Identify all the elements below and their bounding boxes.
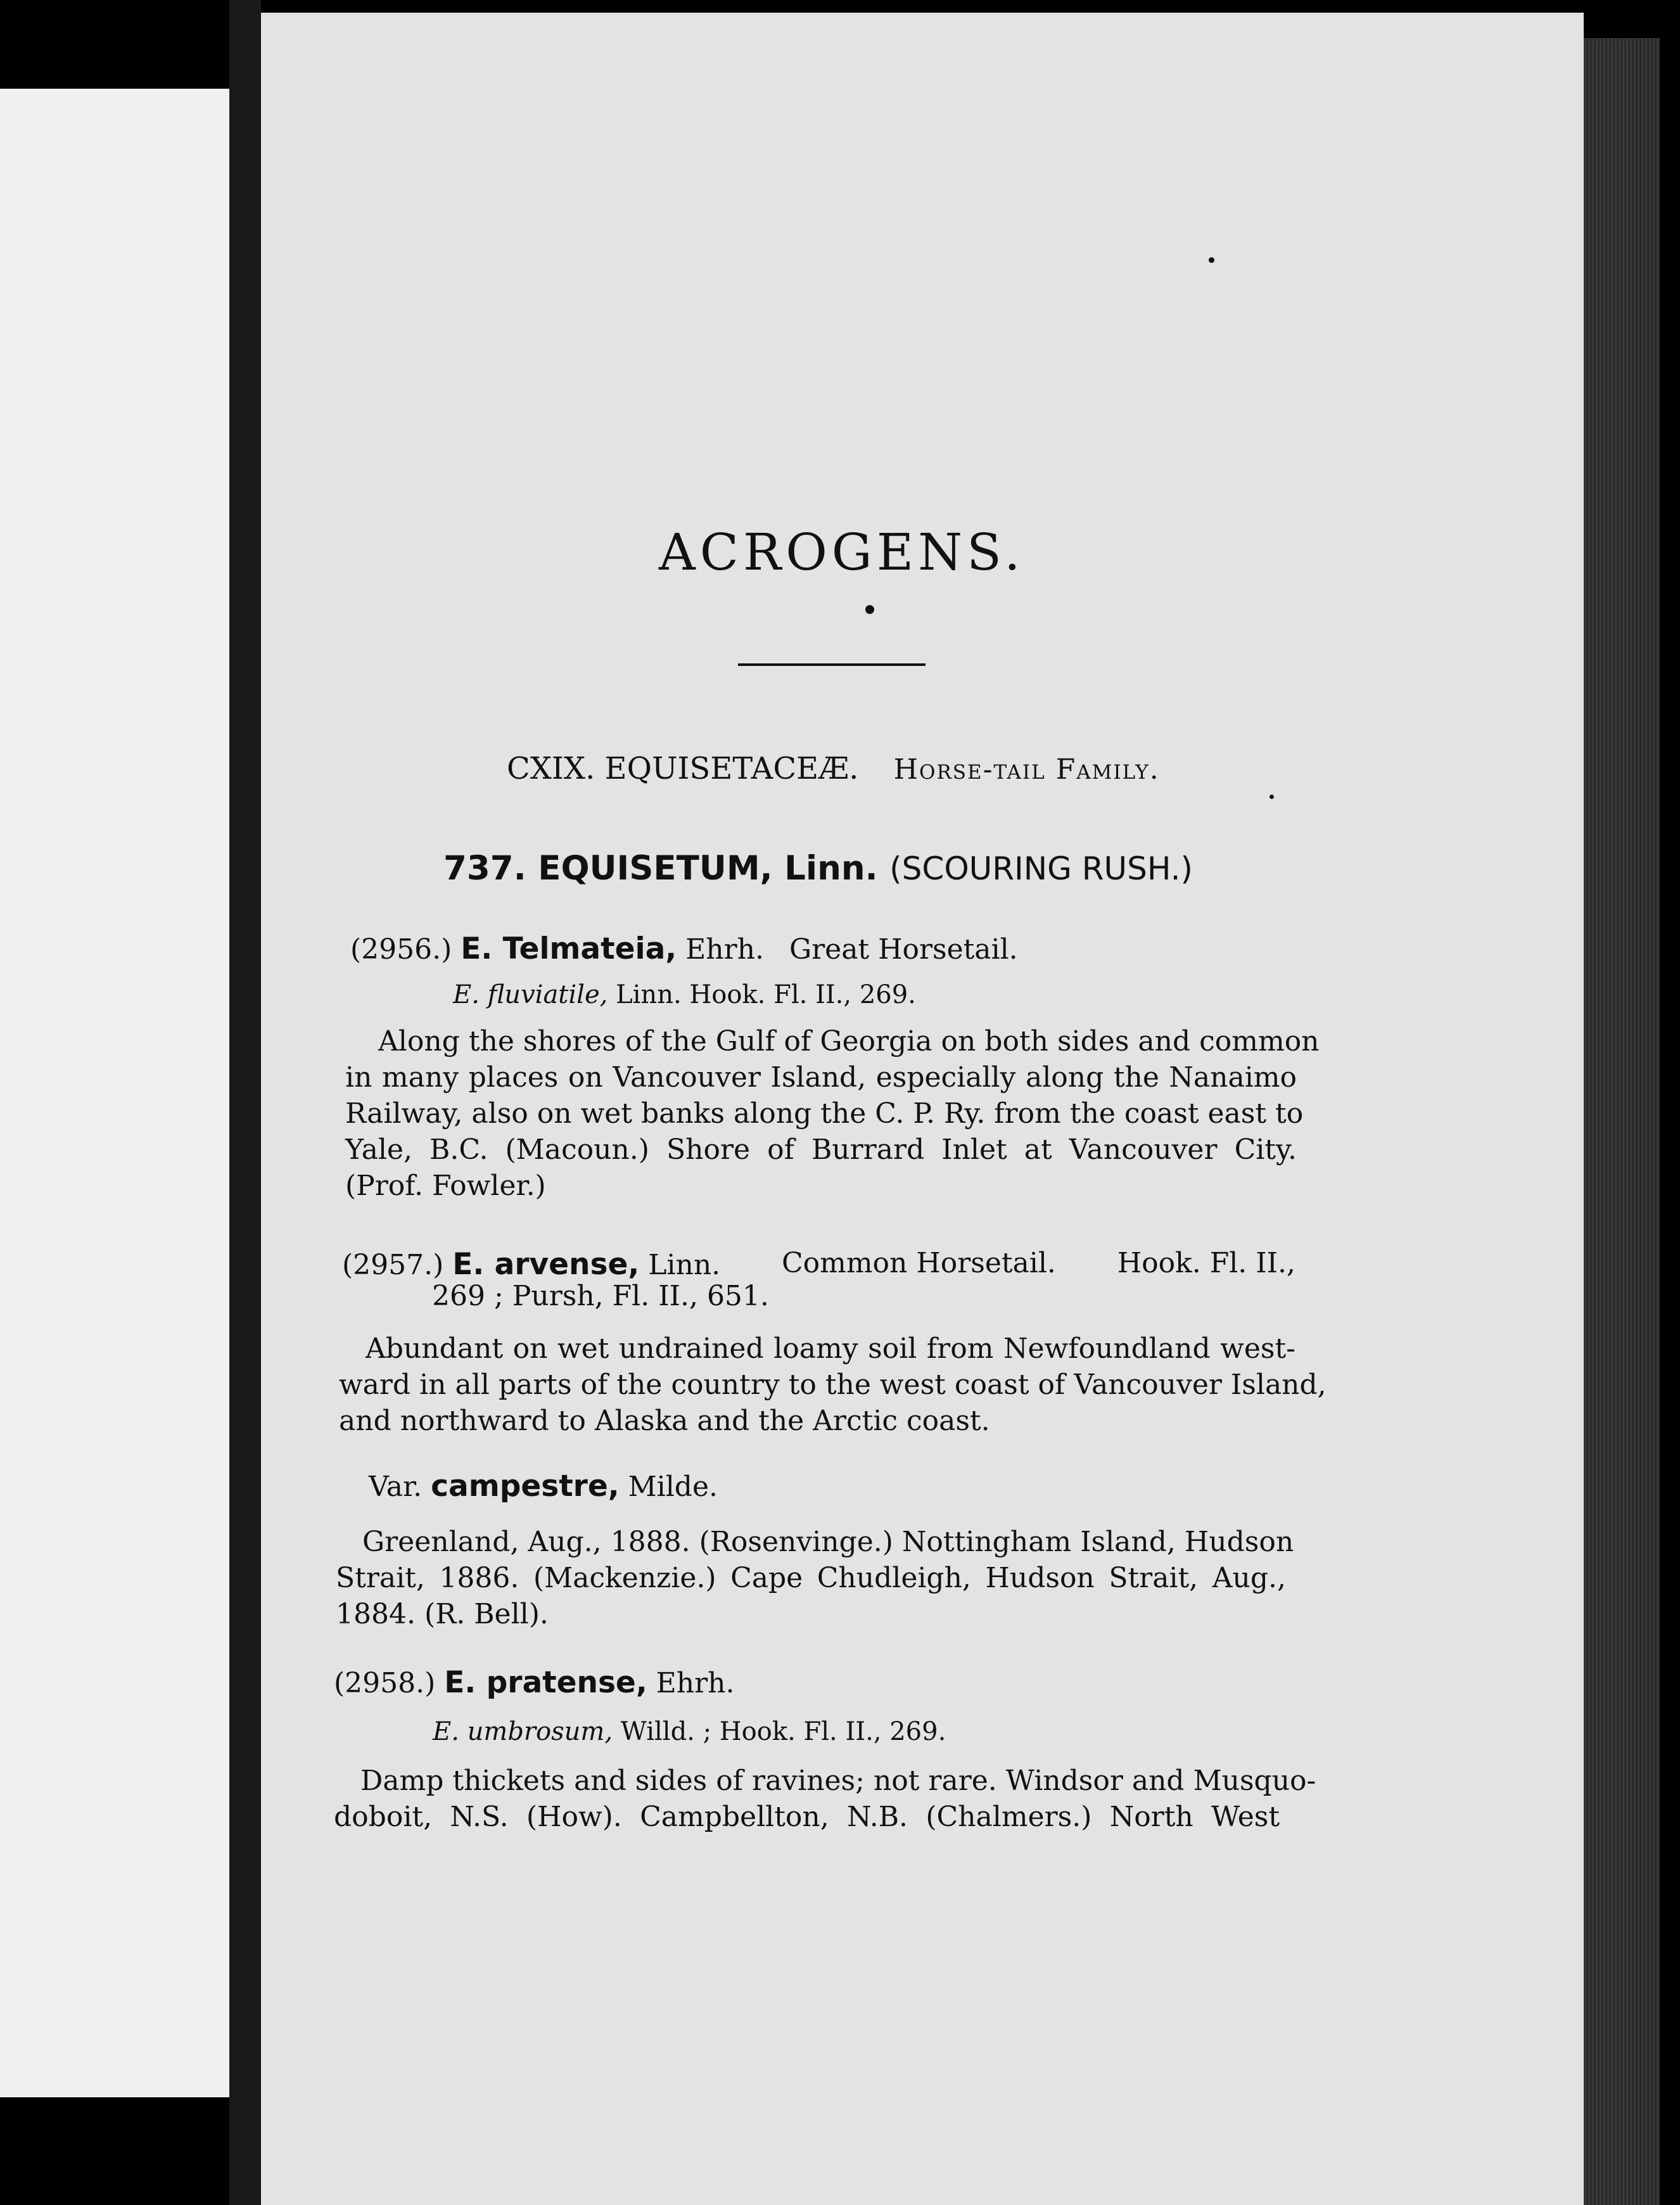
ink-speck [1209,257,1214,263]
text-line: in many places on Vancouver Island, especially along the Nanaimo [345,1061,1297,1094]
species-author: Ehrh. [656,1667,735,1699]
species-common-name: Common Horsetail. [781,1247,1056,1279]
gutter-shadow [229,0,261,2205]
page-edges [1584,38,1660,2205]
synonym-name: E. umbrosum, [433,1717,613,1746]
text-line: Damp thickets and sides of ravines; not rare. Windsor and Musquo- [360,1765,1316,1797]
species-author: Ehrh. [685,933,764,966]
species-description [334,1763,1316,1835]
species-reference: Hook. Fl. II., [1117,1247,1295,1279]
heading-rule [738,663,926,666]
synonym-line [453,980,916,1009]
text-line: Greenland, Aug., 1888. (Rosenvinge.) Nottingham Island, Hudson [362,1526,1294,1558]
species-heading [350,931,1018,966]
species-number: (2956.) [350,933,452,966]
text-line: Strait, 1886. (Mackenzie.) Cape Chudleigh, Hudson Strait, Aug., [336,1562,1286,1594]
species-reference-continued: 269 ; Pursh, Fl. II., 651. [432,1280,769,1312]
synonym-line [433,1717,946,1746]
ink-speck [1270,795,1274,799]
family-name: CXIX. EQUISETACEÆ. [507,751,859,786]
text-line: 1884. (R. Bell). [336,1598,549,1630]
synonym-name: E. fluviatile, [453,980,608,1009]
variety-description [336,1524,1294,1632]
text-line: Yale, B.C. (Macoun.) Shore of Burrard Inlet at Vancouver City. [345,1134,1297,1166]
species-heading [334,1665,735,1700]
family-heading [507,751,1160,786]
text-line: Railway, also on wet banks along the C. P. Ry. from the coast east to [345,1097,1304,1130]
species-name: E. pratense, [444,1665,647,1700]
variety-prefix: Var. [369,1471,423,1503]
genus-name: EQUISETUM, [538,849,773,888]
family-common-name: Horse-tail Family. [893,753,1160,786]
facing-page [0,89,229,2097]
species-name: E. Telmateia, [461,931,677,966]
text-line: and northward to Alaska and the Arctic coast. [339,1405,990,1437]
variety-heading [369,1469,718,1504]
species-author: Linn. [648,1249,721,1281]
species-name: E. arvense, [452,1247,640,1282]
text-line: doboit, N.S. (How). Campbellton, N.B. (Chalmers.) North West [334,1801,1280,1833]
species-description [339,1331,1327,1439]
synonym-reference: Linn. Hook. Fl. II., 269. [616,980,916,1009]
text-line: ward in all parts of the country to the west coast of Vancouver Island, [339,1369,1327,1401]
page-heading: ACROGENS. [659,523,1025,582]
ornament-dot [865,605,874,614]
text-line: Abundant on wet undrained loamy soil from Newfoundland west- [366,1333,1295,1365]
text-line: (Prof. Fowler.) [345,1170,546,1202]
variety-author: Milde. [628,1471,718,1503]
text-line: Along the shores of the Gulf of Georgia on both sides and common [378,1025,1320,1058]
synonym-reference: Willd. ; Hook. Fl. II., 269. [620,1717,946,1746]
species-number: (2958.) [334,1667,436,1699]
genus-common-name: (SCOURING RUSH.) [889,850,1193,887]
species-description [345,1023,1320,1204]
genus-heading [443,849,1193,888]
genus-number: 737. [443,849,526,888]
variety-name: campestre, [431,1469,620,1504]
species-common-name: Great Horsetail. [789,933,1018,966]
species-number: (2957.) [342,1249,444,1281]
genus-authority: Linn. [784,849,878,888]
species-heading [342,1247,1295,1282]
